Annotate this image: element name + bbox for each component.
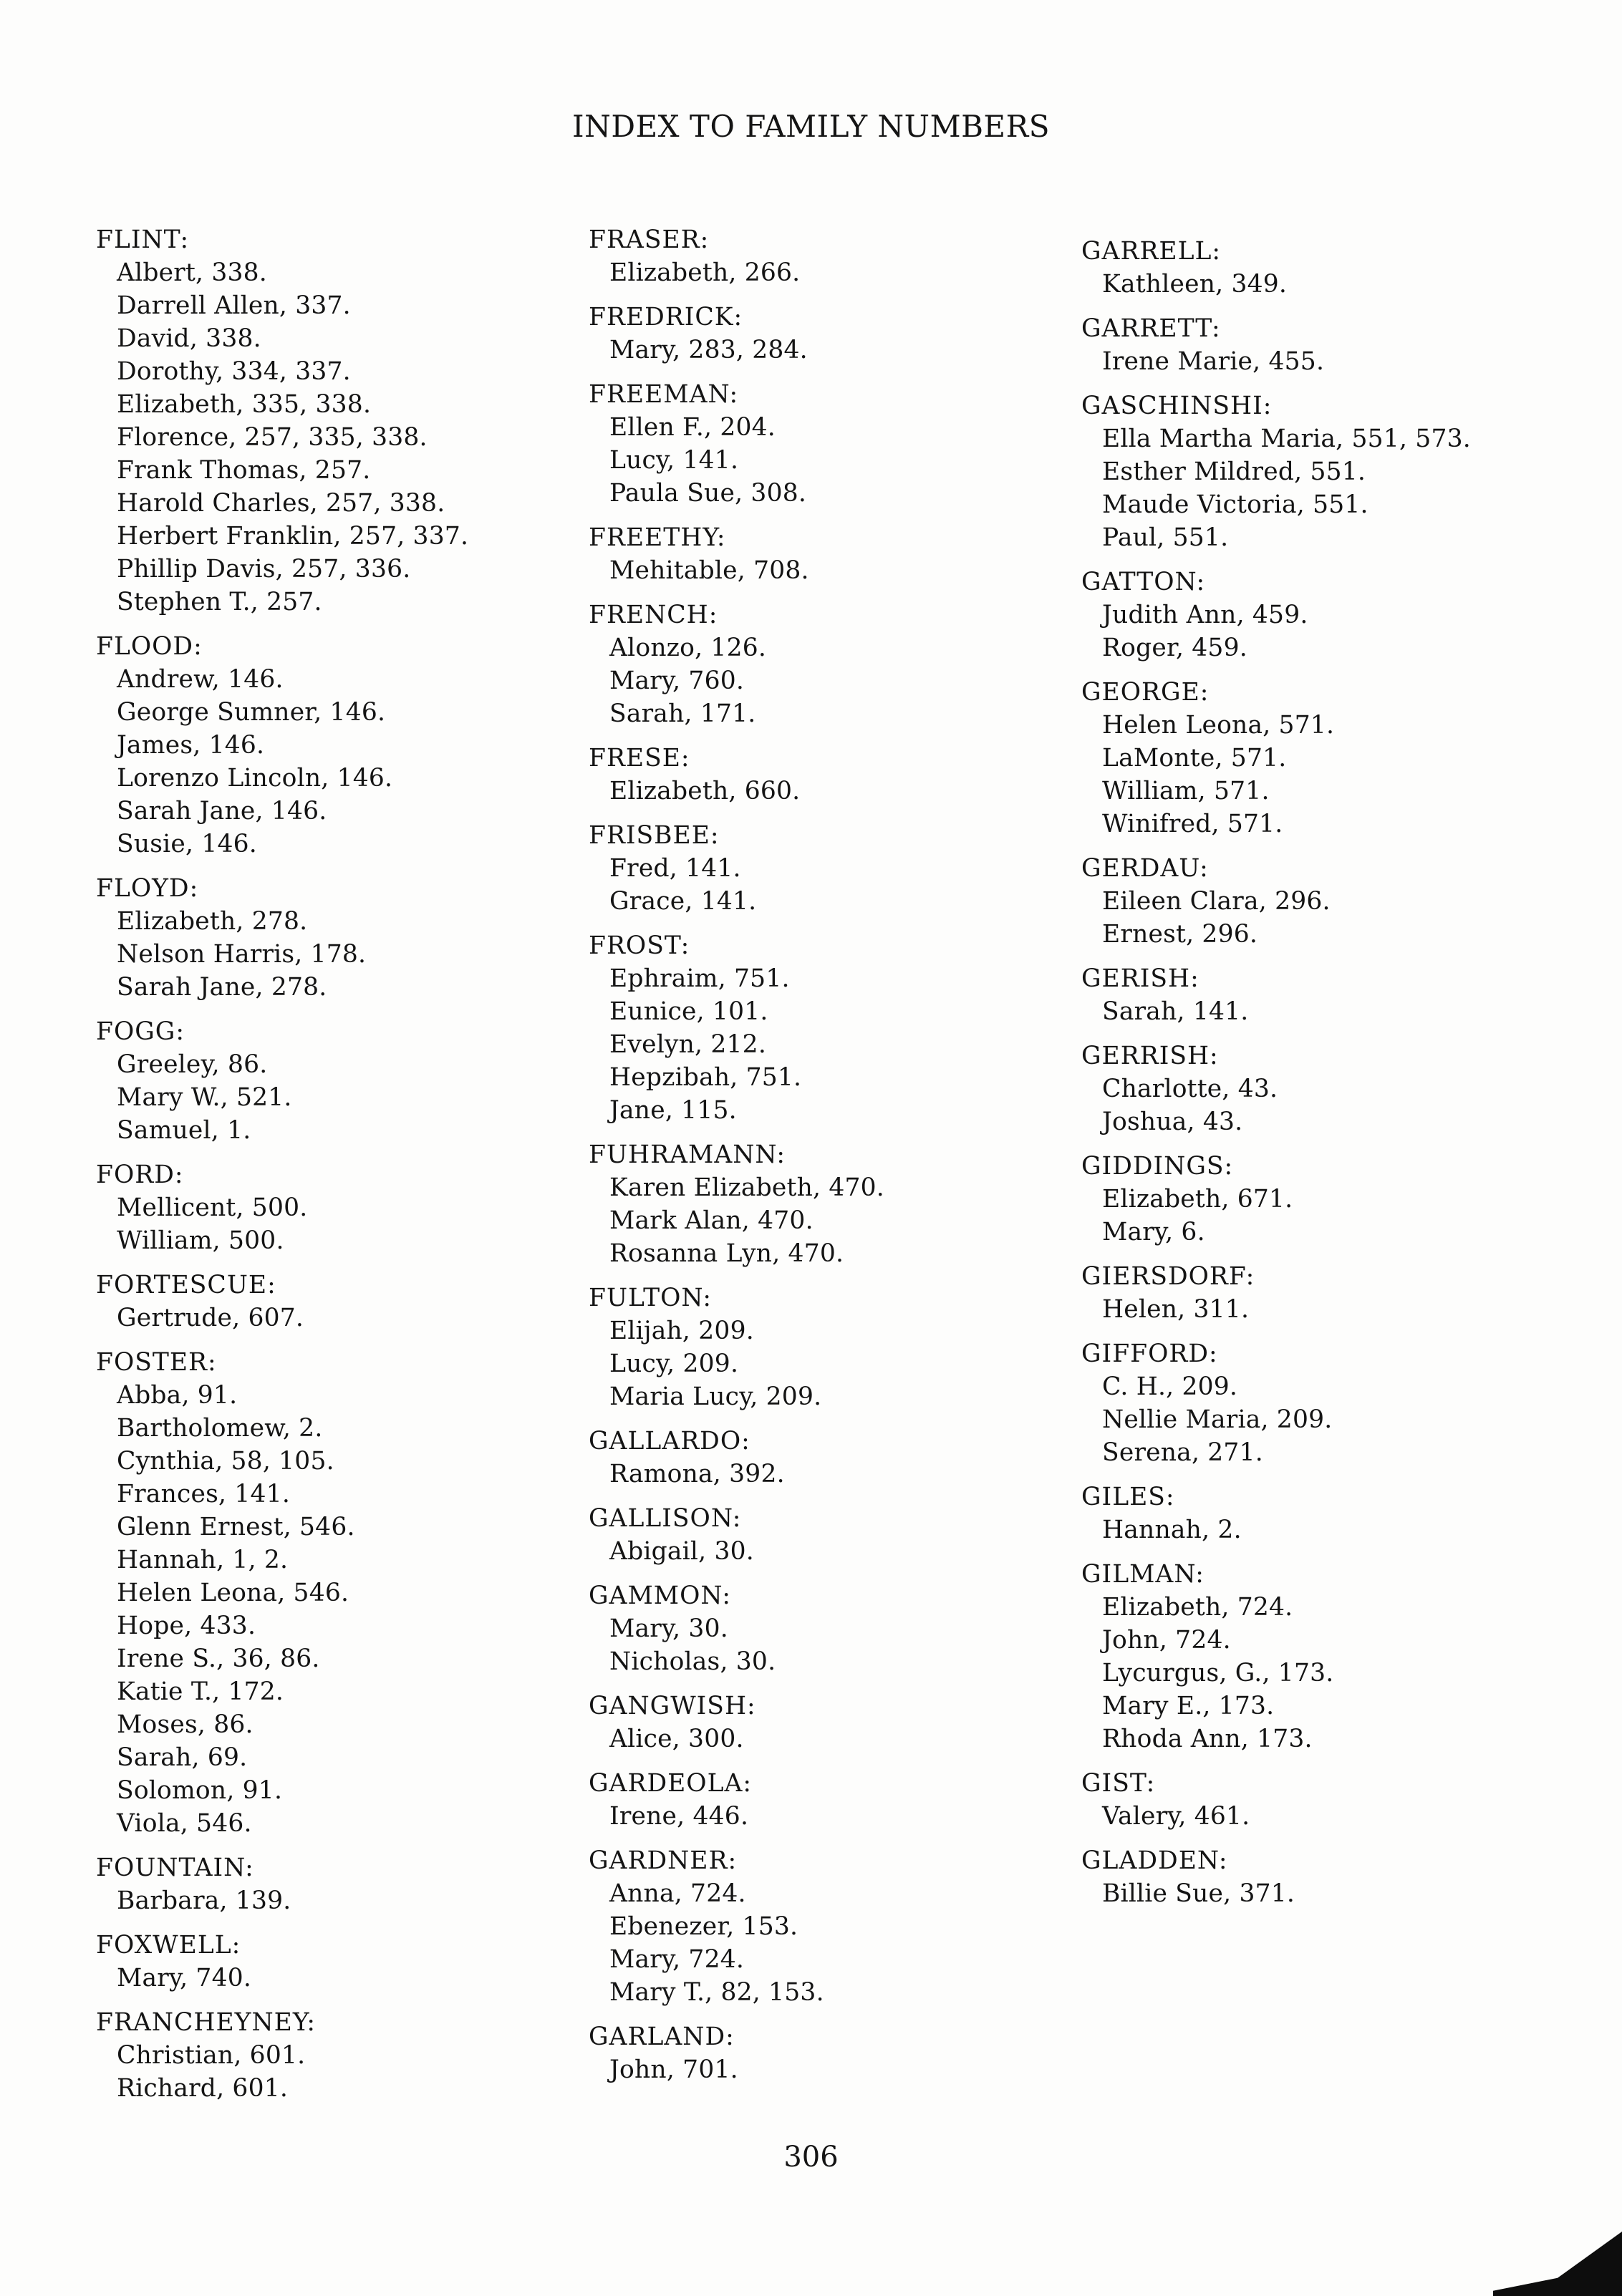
index-entry: Grace, 141.	[609, 887, 757, 916]
surname-heading: GANGWISH:	[589, 1692, 756, 1720]
surname-group	[96, 1851, 597, 1917]
index-entry: Karen Elizabeth, 470.	[609, 1173, 884, 1202]
index-entry: Lucy, 209.	[609, 1350, 739, 1378]
entry-list	[1081, 268, 1583, 301]
page-title: INDEX TO FAMILY NUMBERS	[572, 109, 1050, 145]
index-entry: Abba, 91.	[117, 1381, 238, 1410]
index-entry: Kathleen, 349.	[1102, 270, 1288, 299]
surname-heading: GARDNER:	[589, 1846, 738, 1875]
index-entry: Ella Martha Maria, 551, 573.	[1102, 425, 1471, 453]
surname-group	[96, 1269, 597, 1335]
surname-heading: FRENCH:	[589, 601, 718, 629]
index-entry: Roger, 459.	[1102, 634, 1247, 662]
index-entry: Helen, 311.	[1102, 1295, 1250, 1324]
surname-heading: GATTON:	[1081, 568, 1206, 596]
index-entry: George Sumner, 146.	[117, 698, 386, 727]
surname-group	[1081, 389, 1583, 554]
surname-heading: GAMMON:	[589, 1581, 731, 1610]
index-entry: Herbert Franklin, 257, 337.	[117, 522, 469, 551]
index-entry: Elizabeth, 671.	[1102, 1185, 1293, 1214]
index-entry: Evelyn, 212.	[609, 1030, 766, 1059]
surname-heading: FUHRAMANN:	[589, 1140, 786, 1169]
index-entry: Ellen F., 204.	[609, 413, 776, 442]
index-entry: Hepzibah, 751.	[609, 1063, 802, 1092]
surname-heading: GIDDINGS:	[1081, 1152, 1234, 1181]
index-entry: Christian, 601.	[117, 2041, 306, 2070]
entry-list	[96, 1302, 597, 1335]
entry-list	[1081, 1072, 1583, 1138]
surname-group	[1081, 566, 1583, 664]
index-entry: Mary, 740.	[117, 1964, 252, 1992]
index-entry: Elizabeth, 335, 338.	[117, 390, 372, 419]
surname-heading: GERDAU:	[1081, 854, 1209, 883]
surname-group	[589, 223, 1090, 289]
index-entry: Lucy, 141.	[609, 446, 739, 475]
entry-list	[589, 1877, 1090, 2009]
index-entry: Katie T., 172.	[117, 1677, 284, 1706]
surname-heading: FRASER:	[589, 226, 710, 254]
entry-list	[1081, 1591, 1583, 1755]
index-entry: James, 146.	[117, 731, 265, 760]
surname-group	[1081, 1558, 1583, 1755]
index-column-2	[589, 223, 1090, 2098]
entry-list	[1081, 1513, 1583, 1546]
surname-heading: GARDEOLA:	[589, 1769, 753, 1798]
surname-group	[589, 521, 1090, 587]
surname-group	[1081, 852, 1583, 951]
surname-heading: FLOOD:	[96, 632, 203, 661]
surname-heading: GARRELL:	[1081, 237, 1222, 266]
index-entry: Phillip Davis, 257, 336.	[117, 555, 411, 583]
surname-heading: GARRETT:	[1081, 314, 1221, 343]
index-entry: Elizabeth, 266.	[609, 258, 801, 287]
surname-group	[589, 1844, 1090, 2009]
index-entry: Ramona, 392.	[609, 1460, 785, 1488]
index-entry: Jane, 115.	[609, 1096, 737, 1125]
index-entry: Glenn Ernest, 546.	[117, 1513, 355, 1541]
entry-list	[589, 334, 1090, 367]
entry-list	[589, 852, 1090, 918]
surname-group	[1081, 1844, 1583, 1910]
surname-heading: GARLAND:	[589, 2023, 735, 2051]
index-entry: Ephraim, 751.	[609, 964, 790, 993]
surname-heading: FOGG:	[96, 1017, 185, 1046]
index-entry: Paula Sue, 308.	[609, 479, 807, 508]
entry-list	[589, 2053, 1090, 2086]
entry-list	[589, 1458, 1090, 1491]
index-entry: Lycurgus, G., 173.	[1102, 1659, 1334, 1687]
index-entry: Sarah, 69.	[117, 1743, 248, 1772]
index-entry: Moses, 86.	[117, 1710, 254, 1739]
index-entry: Nelson Harris, 178.	[117, 940, 367, 969]
surname-group	[589, 929, 1090, 1127]
index-entry: Hope, 433.	[117, 1612, 256, 1640]
index-entry: Alonzo, 126.	[609, 634, 767, 662]
index-entry: Samuel, 1.	[117, 1116, 251, 1145]
index-entry: LaMonte, 571.	[1102, 744, 1287, 772]
index-entry: Sarah, 141.	[1102, 997, 1249, 1026]
surname-group	[589, 1690, 1090, 1755]
index-column-1	[96, 223, 597, 2116]
surname-heading: FRISBEE:	[589, 821, 720, 850]
surname-group	[96, 1346, 597, 1840]
index-entry: Viola, 546.	[117, 1809, 252, 1838]
index-entry: Fred, 141.	[609, 854, 741, 883]
index-entry: Stephen T., 257.	[117, 588, 322, 616]
surname-group	[589, 819, 1090, 918]
index-entry: Alice, 300.	[609, 1725, 744, 1753]
entry-list	[589, 1535, 1090, 1568]
surname-group	[1081, 1481, 1583, 1546]
entry-list	[589, 1314, 1090, 1413]
surname-heading: FOSTER:	[96, 1348, 217, 1377]
surname-group	[589, 1767, 1090, 1833]
surname-heading: FREDRICK:	[589, 303, 743, 331]
index-entry: Rhoda Ann, 173.	[1102, 1725, 1313, 1753]
index-entry: Mehitable, 708.	[609, 556, 809, 585]
index-entry: Anna, 724.	[609, 1879, 746, 1908]
surname-heading: GIST:	[1081, 1769, 1156, 1798]
surname-heading: GILES:	[1081, 1483, 1175, 1511]
surname-heading: GEORGE:	[1081, 678, 1210, 707]
entry-list	[589, 1171, 1090, 1270]
entry-list	[96, 663, 597, 861]
surname-heading: FREETHY:	[589, 523, 726, 552]
index-entry: Solomon, 91.	[117, 1776, 283, 1805]
surname-heading: FOUNTAIN:	[96, 1854, 254, 1882]
index-entry: Elizabeth, 278.	[117, 907, 308, 936]
index-entry: Mary, 760.	[609, 667, 745, 695]
index-entry: Helen Leona, 571.	[1102, 711, 1335, 740]
index-entry: Lorenzo Lincoln, 146.	[117, 764, 393, 793]
index-entry: Bartholomew, 2.	[117, 1414, 323, 1443]
page-number: 306	[783, 2141, 839, 2174]
index-entry: Andrew, 146.	[117, 665, 284, 694]
entry-list	[1081, 1370, 1583, 1469]
surname-group	[96, 2006, 597, 2105]
surname-group	[1081, 1040, 1583, 1138]
surname-group	[96, 1015, 597, 1147]
index-entry: Mary, 30.	[609, 1614, 728, 1643]
index-entry: Barbara, 139.	[117, 1886, 291, 1915]
index-entry: Paul, 551.	[1102, 523, 1229, 552]
surname-heading: FREEMAN:	[589, 380, 739, 409]
surname-heading: FOXWELL:	[96, 1931, 241, 1960]
entry-list	[589, 1800, 1090, 1833]
index-entry: Ebenezer, 153.	[609, 1912, 798, 1941]
index-entry: Mellicent, 500.	[117, 1193, 308, 1222]
index-entry: Helen Leona, 546.	[117, 1579, 349, 1607]
entry-list	[1081, 599, 1583, 664]
surname-group	[96, 1929, 597, 1995]
index-entry: Frances, 141.	[117, 1480, 291, 1508]
entry-list	[96, 2039, 597, 2105]
entry-list	[589, 554, 1090, 587]
entry-list	[589, 1723, 1090, 1755]
index-entry: Nellie Maria, 209.	[1102, 1405, 1333, 1434]
entry-list	[1081, 995, 1583, 1028]
surname-group	[589, 599, 1090, 730]
entry-list	[1081, 1877, 1583, 1910]
entry-list	[1081, 345, 1583, 378]
index-entry: Elizabeth, 724.	[1102, 1593, 1293, 1622]
surname-group	[589, 2020, 1090, 2086]
surname-heading: GERISH:	[1081, 964, 1199, 993]
surname-group	[589, 1502, 1090, 1568]
index-entry: Elijah, 209.	[609, 1317, 754, 1345]
surname-group	[1081, 676, 1583, 841]
surname-group	[589, 378, 1090, 510]
surname-group	[589, 1425, 1090, 1491]
surname-heading: FORD:	[96, 1161, 184, 1189]
surname-heading: GLADDEN:	[1081, 1846, 1228, 1875]
index-entry: Joshua, 43.	[1102, 1108, 1243, 1136]
entry-list	[96, 256, 597, 619]
index-entry: Esther Mildred, 551.	[1102, 457, 1366, 486]
surname-heading: GALLISON:	[589, 1504, 742, 1533]
index-entry: Irene, 446.	[609, 1802, 749, 1831]
surname-group	[589, 742, 1090, 808]
surname-group	[1081, 962, 1583, 1028]
index-entry: William, 500.	[117, 1226, 284, 1255]
index-entry: Mary E., 173.	[1102, 1692, 1275, 1720]
index-entry: Mary, 283, 284.	[609, 336, 808, 364]
entry-list	[589, 775, 1090, 808]
index-entry: Winifred, 571.	[1102, 810, 1283, 838]
surname-heading: FULTON:	[589, 1284, 712, 1312]
entry-list	[1081, 1293, 1583, 1326]
surname-group	[589, 1282, 1090, 1413]
index-entry: Darrell Allen, 337.	[117, 291, 351, 320]
surname-group	[1081, 1767, 1583, 1833]
index-entry: Eunice, 101.	[609, 997, 768, 1026]
scan-corner-shadow	[1493, 2232, 1622, 2296]
surname-heading: GILMAN:	[1081, 1560, 1205, 1589]
surname-heading: GIFFORD:	[1081, 1340, 1218, 1368]
index-entry: Irene Marie, 455.	[1102, 347, 1325, 376]
entry-list	[96, 1884, 597, 1917]
surname-heading: GERRISH:	[1081, 1042, 1219, 1070]
surname-heading: FRESE:	[589, 744, 690, 772]
index-column-3	[1081, 235, 1583, 1922]
index-entry: Eileen Clara, 296.	[1102, 887, 1331, 916]
index-entry: Nicholas, 30.	[609, 1647, 776, 1676]
surname-group	[96, 1158, 597, 1257]
surname-heading: GALLARDO:	[589, 1427, 750, 1455]
surname-group	[589, 301, 1090, 367]
index-entry: John, 701.	[609, 2055, 738, 2084]
index-entry: Elizabeth, 660.	[609, 777, 801, 805]
entry-list	[589, 962, 1090, 1127]
surname-heading: FORTESCUE:	[96, 1271, 276, 1299]
index-entry: Richard, 601.	[117, 2074, 289, 2103]
entry-list	[1081, 422, 1583, 554]
index-entry: Cynthia, 58, 105.	[117, 1447, 334, 1476]
surname-group	[1081, 1150, 1583, 1249]
surname-heading: GASCHINSHI:	[1081, 392, 1273, 420]
index-entry: Greeley, 86.	[117, 1050, 268, 1079]
entry-list	[589, 631, 1090, 730]
index-entry: Maude Victoria, 551.	[1102, 490, 1368, 519]
surname-heading: GIERSDORF:	[1081, 1262, 1255, 1291]
index-entry: Sarah Jane, 146.	[117, 797, 327, 825]
surname-group	[1081, 235, 1583, 301]
index-entry: Rosanna Lyn, 470.	[609, 1239, 844, 1268]
index-entry: Mary, 6.	[1102, 1218, 1205, 1246]
index-entry: David, 338.	[117, 324, 261, 353]
surname-group	[96, 223, 597, 619]
index-entry: Mary, 724.	[609, 1945, 745, 1974]
index-entry: C. H., 209.	[1102, 1372, 1238, 1401]
index-entry: Albert, 338.	[117, 258, 267, 287]
index-entry: Valery, 461.	[1102, 1802, 1250, 1831]
index-entry: Serena, 271.	[1102, 1438, 1263, 1467]
index-entry: Mary W., 521.	[117, 1083, 292, 1112]
entry-list	[96, 905, 597, 1004]
index-entry: Dorothy, 334, 337.	[117, 357, 351, 386]
entry-list	[589, 411, 1090, 510]
index-entry: Gertrude, 607.	[117, 1304, 304, 1332]
index-entry: Sarah Jane, 278.	[117, 973, 327, 1002]
surname-heading: FLOYD:	[96, 874, 199, 903]
index-entry: Charlotte, 43.	[1102, 1075, 1278, 1103]
index-entry: Billie Sue, 371.	[1102, 1879, 1295, 1908]
index-entry: William, 571.	[1102, 777, 1270, 805]
surname-heading: FLINT:	[96, 226, 190, 254]
index-entry: Frank Thomas, 257.	[117, 456, 371, 485]
index-entry: Judith Ann, 459.	[1102, 601, 1308, 629]
index-entry: John, 724.	[1102, 1626, 1231, 1655]
index-entry: Maria Lucy, 209.	[609, 1382, 822, 1411]
entry-list	[1081, 1800, 1583, 1833]
entry-list	[589, 1612, 1090, 1678]
index-entry: Mark Alan, 470.	[609, 1206, 814, 1235]
entry-list	[589, 256, 1090, 289]
entry-list	[1081, 885, 1583, 951]
entry-list	[1081, 1183, 1583, 1249]
surname-heading: FROST:	[589, 931, 690, 960]
surname-group	[1081, 312, 1583, 378]
index-entry: Mary T., 82, 153.	[609, 1978, 824, 2007]
surname-heading: FRANCHEYNEY:	[96, 2008, 316, 2037]
surname-group	[96, 630, 597, 861]
surname-group	[589, 1138, 1090, 1270]
index-entry: Hannah, 1, 2.	[117, 1546, 289, 1574]
index-entry: Irene S., 36, 86.	[117, 1645, 320, 1673]
entry-list	[96, 1962, 597, 1995]
surname-group	[589, 1579, 1090, 1678]
index-entry: Harold Charles, 257, 338.	[117, 489, 445, 518]
index-entry: Susie, 146.	[117, 830, 257, 858]
entry-list	[96, 1191, 597, 1257]
index-entry: Abigail, 30.	[609, 1537, 754, 1566]
index-entry: Hannah, 2.	[1102, 1516, 1242, 1544]
index-entry: Sarah, 171.	[609, 699, 756, 728]
entry-list	[96, 1379, 597, 1840]
surname-group	[1081, 1337, 1583, 1469]
index-entry: Florence, 257, 335, 338.	[117, 423, 428, 452]
surname-group	[1081, 1260, 1583, 1326]
entry-list	[1081, 709, 1583, 841]
entry-list	[96, 1048, 597, 1147]
index-entry: Ernest, 296.	[1102, 920, 1258, 949]
surname-group	[96, 872, 597, 1004]
